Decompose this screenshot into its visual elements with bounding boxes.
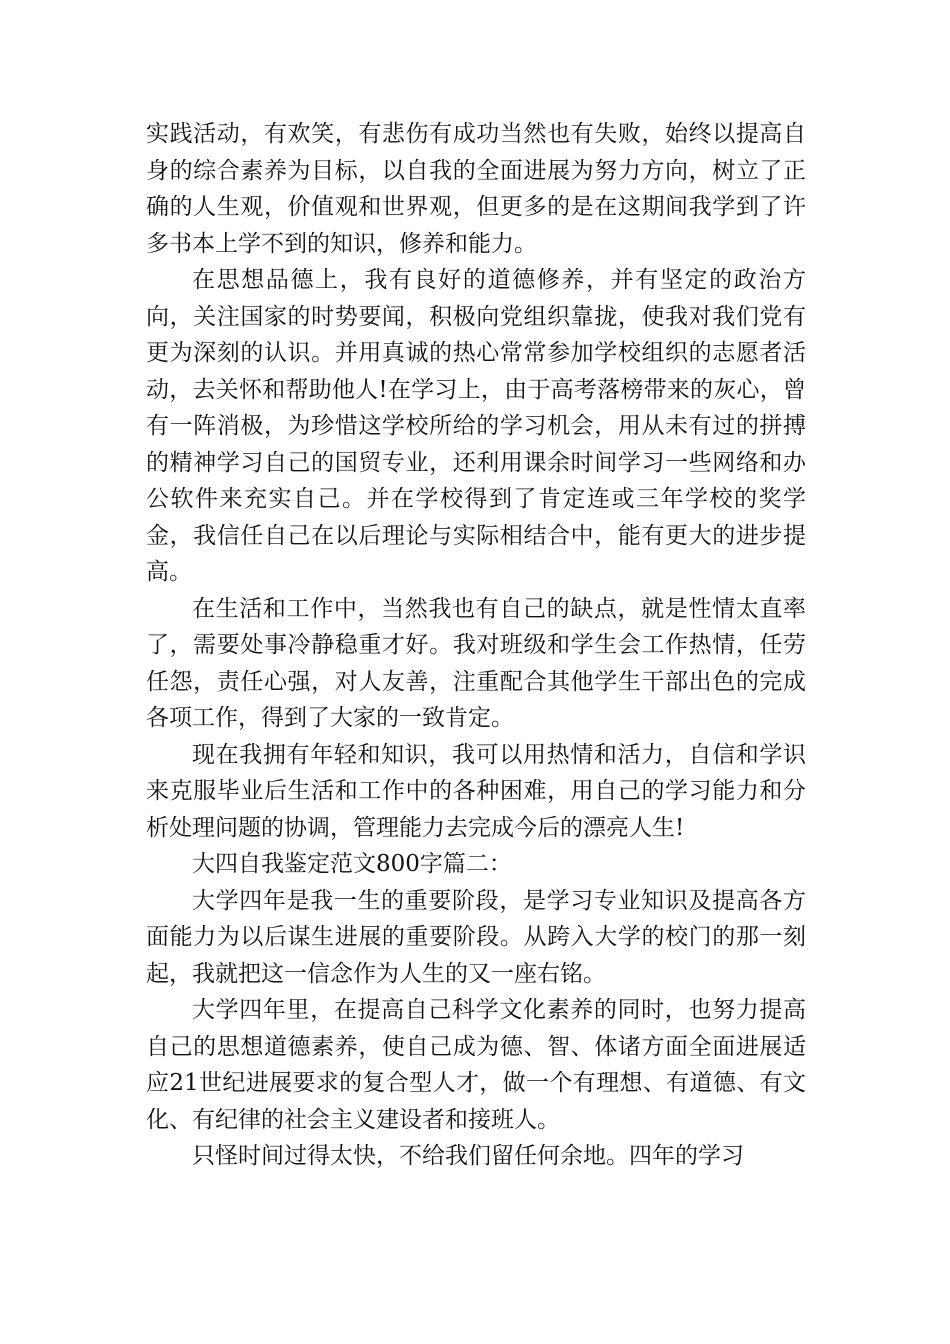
paragraph-3: 在生活和工作中，当然我也有自己的缺点，就是性情太直率了，需要处事冷静稳重才好。我对班级和学生会工作热情，任劳任怨，责任心强，对人友善，注重配合其他学生干部出色的完成各项工作，得到了大家的一致肯定。 (146, 595, 806, 731)
paragraph-4: 现在我拥有年轻和知识，我可以用热情和活力，自信和学识来克服毕业后生活和工作中的各种困难，用自己的学习能力和分析处理问题的协调，管理能力去完成今后的漂亮人生! (146, 741, 806, 841)
document-body (146, 116, 806, 1175)
paragraph-2: 在思想品德上，我有良好的道德修养，并有坚定的政治方向，关注国家的时势要闻，积极向党组织靠拢，使我对我们党有更为深刻的认识。并用真诚的热心常常参加学校组织的志愿者活动，去关怀和帮助他人!在学习上，由于高考落榜带来的灰心，曾有一阵消极，为珍惜这学校所给的学习机会，用从未有过的拼搏的精神学习自己的国贸专业，还利用课余时间学习一些网络和办公软件来充实自己。并在学校得到了肯定连或三年学校的奖学金，我信任自己在以后理论与实际相结合中，能有更大的进步提高。 (146, 267, 806, 585)
paragraph-7: 只怪时间过得太快，不给我们留任何余地。四年的学习 (192, 1143, 744, 1169)
section-heading: 大四自我鉴定范文800字篇二： (192, 851, 512, 877)
paragraph-6: 大学四年里，在提高自己科学文化素养的同时，也努力提高自己的思想道德素养，使自己成为德、智、体诸方面全面进展适应21世纪进展要求的复合型人才，做一个有理想、有道德、有文化、有纪律的社会主义建设者和接班人。 (146, 997, 806, 1133)
paragraph-5: 大学四年是我一生的重要阶段，是学习专业知识及提高各方面能力为以后谋生进展的重要阶段。从跨入大学的校门的那一刻起，我就把这一信念作为人生的又一座右铭。 (146, 887, 806, 987)
paragraph-1: 实践活动，有欢笑，有悲伤有成功当然也有失败，始终以提高自身的综合素养为目标，以自我的全面进展为努力方向，树立了正确的人生观，价值观和世界观，但更多的是在这期间我学到了许多书本上学不到的知识，修养和能力。 (146, 121, 806, 257)
